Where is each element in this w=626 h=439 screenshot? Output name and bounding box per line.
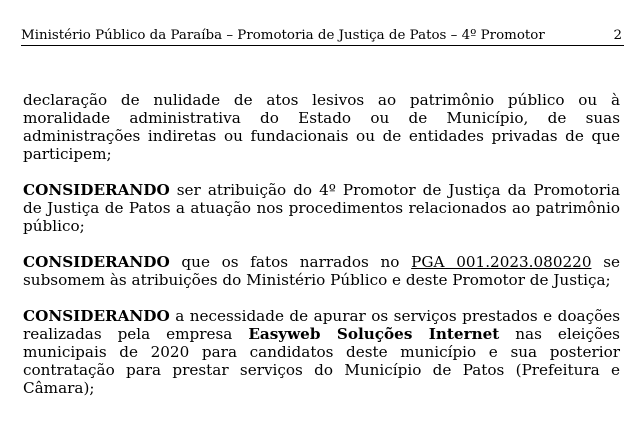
paragraph-text: nas eleições municipais de 2020 para candidatos deste município e sua posterior contratação para prestar serviços do Município de Patos (Prefeitura e Câmara); [23,325,620,397]
paragraph-text: a necessidade de apurar os serviços prestados e doações realizadas pela empresa [23,307,620,343]
paragraph-text: se subsomem às atribuições do Ministério Público e deste Promotor de Justiça; [23,253,620,289]
paragraph-considerando-atribuicao [23,181,620,235]
paragraph-text: declaração de nulidade de atos lesivos ao patrimônio público ou à moralidade administrativa do Estado ou de Município, de suas administrações indiretas ou fundacionais ou de entidades privadas de que participem; [23,91,620,163]
page-number: 2 [613,28,622,43]
paragraph-text: que os fatos narrados no [169,253,412,271]
considerando-lead: CONSIDERANDO [23,181,170,199]
procedure-reference: PGA 001.2023.080220 [411,253,592,271]
paragraph-considerando-servicos [23,307,620,397]
header-title: Ministério Público da Paraíba – Promotoria de Justiça de Patos – 4º Promotor [21,28,545,43]
paragraph-considerando-fatos [23,253,620,289]
considerando-lead: CONSIDERANDO [23,253,170,271]
document-body [23,91,620,415]
paragraph-continuation [23,91,620,163]
header-rule [21,45,624,46]
considerando-lead: CONSIDERANDO [23,307,170,325]
company-name: Easyweb Soluções Internet [248,325,500,343]
paragraph-text: ser atribuição do 4º Promotor de Justiça da Promotoria de Justiça de Patos a atuação nos procedimentos relacionados ao patrimônio público; [23,181,620,235]
